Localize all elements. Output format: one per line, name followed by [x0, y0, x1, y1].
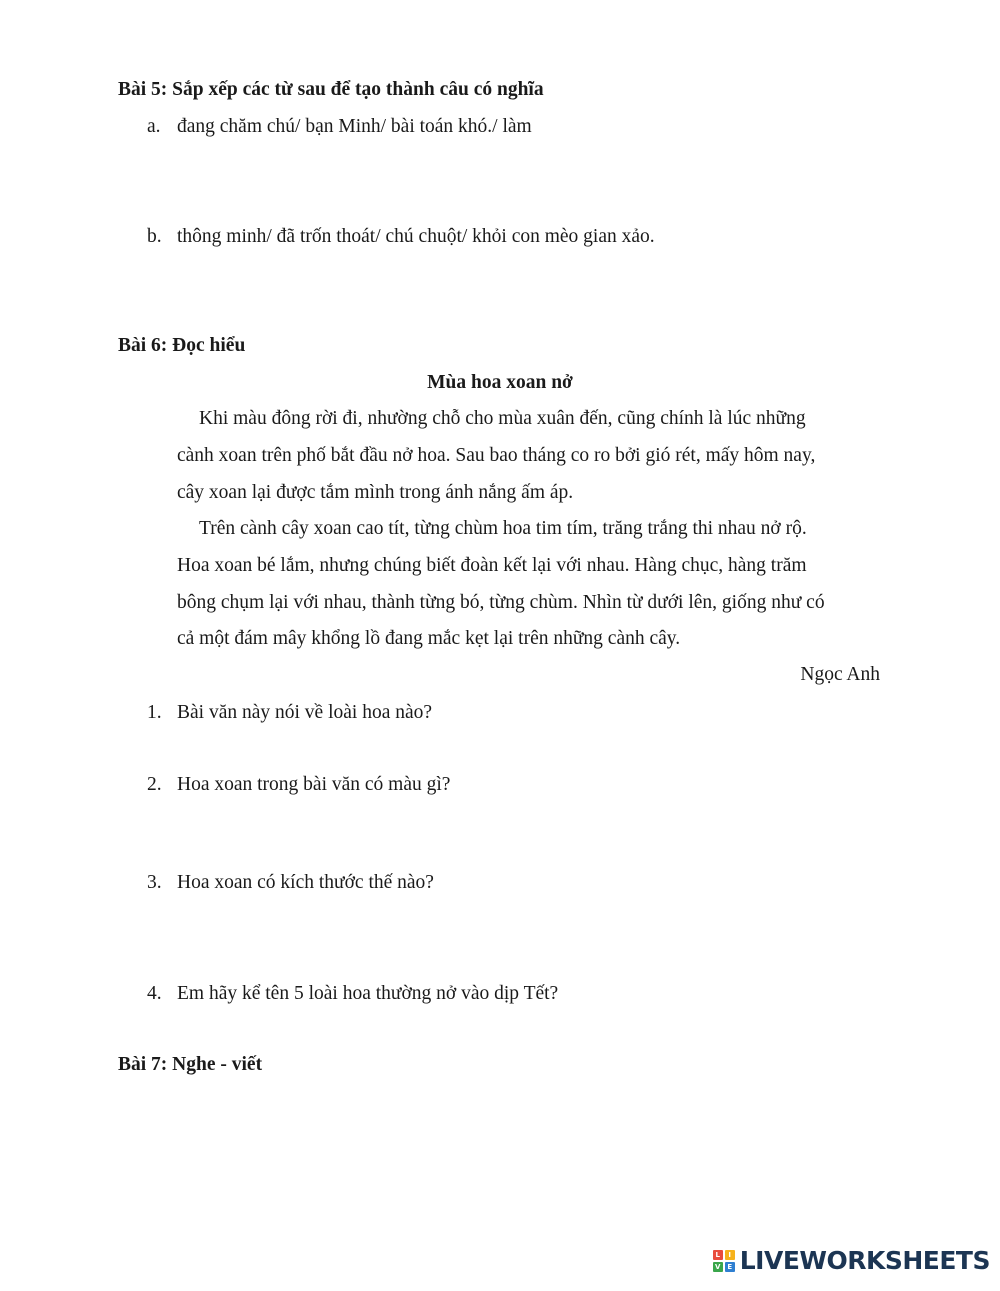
- bai5-heading: Bài 5: Sắp xếp các từ sau để tạo thành câu có nghĩa: [118, 79, 544, 100]
- paragraph2-line: Trên cành cây xoan cao tít, từng chùm hoa tim tím, trăng trắng thi nhau nở rộ.: [199, 518, 807, 539]
- paragraph1-line: cành xoan trên phố bắt đầu nở hoa. Sau bao tháng co ro bởi gió rét, mấy hôm nay,: [177, 445, 816, 466]
- paragraph1-line: cây xoan lại được tắm mình trong ánh nắng ấm áp.: [177, 482, 574, 503]
- question-4-marker: 4.: [147, 983, 162, 1004]
- question-1-text: Bài văn này nói về loài hoa nào?: [177, 702, 433, 723]
- question-3-text: Hoa xoan có kích thước thế nào?: [177, 872, 434, 893]
- question-4-text: Em hãy kể tên 5 loài hoa thường nở vào dịp Tết?: [177, 983, 559, 1004]
- author-name: Ngọc Anh: [800, 664, 880, 685]
- paragraph1-line: Khi màu đông rời đi, nhường chỗ cho mùa xuân đến, cũng chính là lúc những: [199, 408, 806, 429]
- bai5-item-a-marker: a.: [147, 116, 161, 137]
- bai7-heading: Bài 7: Nghe - viết: [118, 1054, 263, 1075]
- bai5-item-b-marker: b.: [147, 226, 162, 247]
- reading-title: Mùa hoa xoan nở: [427, 372, 573, 393]
- bai5-item-a-text: đang chăm chú/ bạn Minh/ bài toán khó./ làm: [177, 116, 532, 137]
- logo-tile-i: I: [725, 1250, 735, 1260]
- liveworksheets-logo-icon: [713, 1250, 735, 1272]
- question-2-text: Hoa xoan trong bài văn có màu gì?: [177, 774, 451, 795]
- bai6-heading: Bài 6: Đọc hiểu: [118, 335, 246, 356]
- question-1-marker: 1.: [147, 702, 162, 723]
- paragraph2-line: Hoa xoan bé lắm, nhưng chúng biết đoàn kết lại với nhau. Hàng chục, hàng trăm: [177, 555, 807, 576]
- paragraph2-line: cả một đám mây khổng lồ đang mắc kẹt lại trên những cành cây.: [177, 628, 681, 649]
- question-3-marker: 3.: [147, 872, 162, 893]
- logo-tile-v: V: [713, 1262, 723, 1272]
- question-2-marker: 2.: [147, 774, 162, 795]
- bai5-item-b-text: thông minh/ đã trốn thoát/ chú chuột/ khỏi con mèo gian xảo.: [177, 226, 655, 247]
- paragraph2-line: bông chụm lại với nhau, thành từng bó, từng chùm. Nhìn từ dưới lên, giống như có: [177, 592, 825, 613]
- liveworksheets-watermark: [713, 1246, 990, 1275]
- watermark-text: LIVEWORKSHEETS: [739, 1246, 990, 1275]
- logo-tile-l: L: [713, 1250, 723, 1260]
- logo-tile-e: E: [725, 1262, 735, 1272]
